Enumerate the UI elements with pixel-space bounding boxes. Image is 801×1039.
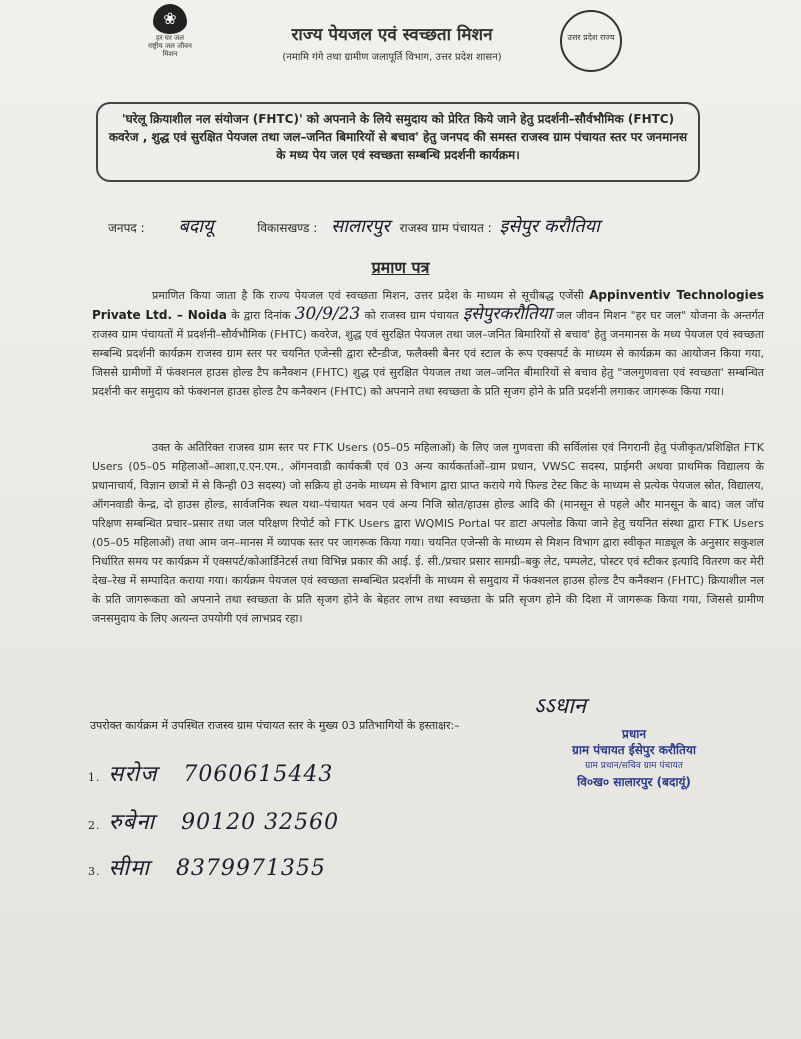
stamp-title: प्रधान [622, 727, 646, 741]
participant-name: सीमा [108, 856, 150, 881]
participant-phone: 8379971355 [175, 856, 326, 881]
stamp-line-1: ग्राम पंचायत ईसेपुर करौतिया [572, 743, 696, 757]
participant-phone: 7060615443 [183, 762, 334, 787]
para1-text-d: जल जीवन मिशन "हर घर जल" योजना के अन्तर्गत राजस्व ग्राम पंचायतों में प्रदर्शनी–सौर्वभौमिक (FHTC) कवरेज, शुद्ध एवं सुरक्षित पेयजल तथा जल–जनित बिमारियों से बचाव' हेतु जनमानस के मध्य पेयजल एवं स्वच्छता सम्बन्धि प्रदर्शनी कार्यक्रम राजस्व ग्राम स्तर पर चयनित एजेन्सी द्वारा स्टैन्डीज, फलैक्सी बैनर एवं स्टाल के रूप एक्सपर्ट के माध्यम से कार्यक्रम का आयोजन किया गया, जिससे ग्रामीणों में फंक्शनल हाउस होल्ड टैप कनैक्शन (FHTC) शुद्ध एवं सुरक्षित पेयजल तथा जल–जनित बीमारियों से बचाव हेतु "जलगुणवत्ता एवं स्वच्छता' सम्बन्धित प्रदर्शनी कर समुदाय को फंक्शनल हाउस होल्ड टैप कनैक्शन (FHTC) को अपनाने तथा स्वच्छता के प्रति सृजग होने के प्रति प्रदर्शनी लगाकर जागरूक किया गया। [92, 309, 765, 398]
participant-number: 2. [88, 819, 101, 832]
program-date: 30/9/23 [294, 304, 361, 324]
para1-text-c: को राजस्व ग्राम पंचायत [364, 309, 459, 322]
block-label: विकासखण्ड : [257, 221, 318, 235]
participant-row [88, 852, 326, 882]
pradhan-signature-block [534, 690, 734, 790]
certificate-heading: प्रमाण पत्र [371, 258, 430, 277]
emblem-text: उत्तर प्रदेश राज्य [567, 33, 615, 42]
agency-name: Appinventiv Technologies Private Ltd. – Noida [92, 288, 764, 322]
participant-row [88, 806, 339, 836]
stamp-line-3: वि०ख० सालारपुर (बदायूं) [577, 775, 691, 789]
participant-name: सरोज [108, 762, 158, 787]
logo-subtext: राष्ट्रीय जल जीवन मिशन [148, 42, 192, 58]
paragraph-2: उक्त के अतिरिक्त राजस्व ग्राम स्तर पर FTK Users (05–05 महिलाओं) के लिए जल गुणवत्ता की सर्विलांस एवं निगरानी हेतु पंजीकृत/प्रशिक्षित FTK Users (05–05 महिलाओं–आशा,ए.एन.एम., ऑगनवाडी कार्यकत्री एवं 03 अन्य कार्यकर्ताओं–ग्राम प्रधान, VWSC सदस्य, प्राईमरी अथवा प्राथमिक विद्यालय के प्रधानाचार्य, विज्ञान छात्रों में से किन्ही 03 सदस्य) जो सक्रिय हो उनके माध्यम से विभाग द्वारा प्राप्त कराये गये फिल्ड टेस्ट किट के माध्यम से प्रत्येक पेयजल स्रोत, विद्यालय, ऑगनवाडी केन्द्र, दो हाउस होल्ड, सार्वजनिक स्थल यथा–पंचायत भवन एवं अन्य निजि स्रोत/हाउस होल्ड आदि की (मानसून से पहले और मानसून के बाद) जल जॉच परिक्षण सम्बन्धित प्रचार–प्रसार तथा जल परिक्षण रिपोर्ट को FTK Users द्वारा WQMIS Portal पर डाटा अपलोड किया जाने हेतु चयनित संस्था द्वारा FTK Users (05–05 महिलाओं) तथा आम जन–मानस में व्यापक स्तर पर जागरूक किया गया। चयनित एजेन्सी के माध्यम से मिशन विभाग द्वारा स्वीकृत माड्यूल के अनुसार सकुशल निर्धारित समय पर कार्यक्रम में एक्सपर्ट/कोआर्डिनेटर्स तथा विभिन्न प्रकार की आई. ई. सी./प्रचार प्रसार सामग्री–बकु लेट, पम्पलेट, पोस्टर एवं स्टीकर इत्यादि वितरण कर मेरी देख–रेख में सम्पादित कराया गया। कार्यक्रम पेयजल एवं स्वच्छता सम्बन्धित प्रदर्शनी के माध्यम से समुदाय में फंक्शनल हाउस होल्ड टैप कनैक्शन (FHTC) क्रियाशील नल के प्रति जागरूकता को अपनाने तथा स्वच्छता के प्रति सृजग होने के बेहतर लाभ तथा स्वच्छता के प्रति सृजग होने की दिशा में जागरूक किया गया, जिससे ग्रामीण जनसमुदाय के लिए अत्यन्त उपयोगी एवं लाभप्रद रहा। [92, 441, 764, 625]
paragraph-1 [92, 286, 764, 401]
stamp-line-2: ग्राम प्रधान/सचिव ग्राम पंचायत [585, 761, 683, 771]
participant-number: 1. [88, 771, 101, 784]
water-drop-icon: ❀ [153, 4, 187, 34]
page-subtitle: (नमामि गंगे तथा ग्रामीण जलापूर्ति विभाग, उत्तर प्रदेश शासन) [282, 52, 502, 63]
location-fields [108, 214, 801, 238]
program-title-box: 'घरेलू क्रियाशील नल संयोजन (FHTC)' को अपनाने के लिये समुदाय को प्रेरित किये जाने हेतु प्रदर्शनी–सौर्वभौमिक (FHTC) कवरेज , शुद्ध एवं सुरक्षित पेयजल तथा जल–जनित बिमारियों से बचाव' हेतु जनपद की समस्त राजस्व ग्राम पंचायत स्तर पर जनमानस के मध्य पेय जल एवं स्वच्छता सम्बन्धि प्रदर्शनी कार्यक्रम। [96, 102, 700, 182]
pradhan-signature: ऽऽधान [534, 694, 586, 719]
page-title: राज्य पेयजल एवं स्वच्छता मिशन [291, 25, 493, 45]
logo-text: हर घर जल [156, 34, 184, 42]
state-emblem [560, 10, 622, 72]
participant-number: 3. [88, 865, 101, 878]
har-ghar-jal-logo [140, 4, 200, 58]
district-label: जनपद : [108, 221, 145, 235]
participant-row [88, 758, 333, 788]
participant-name: रुबेना [108, 810, 156, 835]
panchayat-handwritten: इसेपुरकरौतिया [462, 304, 553, 324]
panchayat-value: इसेपुर करौतिया [499, 216, 600, 237]
signature-intro: उपरोक्त कार्यक्रम में उपस्थित राजस्व ग्राम पंचायत स्तर के मुख्य 03 प्रतिभागियों के हस्ताक्षर:– [90, 719, 460, 732]
pradhan-stamp [534, 726, 734, 790]
para1-text-a: प्रमाणित किया जाता है कि राज्य पेयजल एवं स्वच्छता मिशन, उत्तर प्रदेश के माध्यम से सूचीबद्ध एजेंसी [152, 289, 584, 302]
para1-text-b: के द्वारा दिनांक [231, 309, 291, 322]
participant-phone: 90120 32560 [181, 810, 340, 835]
panchayat-label: राजस्व ग्राम पंचायत : [399, 221, 492, 235]
header [222, 22, 562, 63]
district-value: बदायू [178, 216, 214, 237]
block-value: सालारपुर [331, 216, 390, 237]
